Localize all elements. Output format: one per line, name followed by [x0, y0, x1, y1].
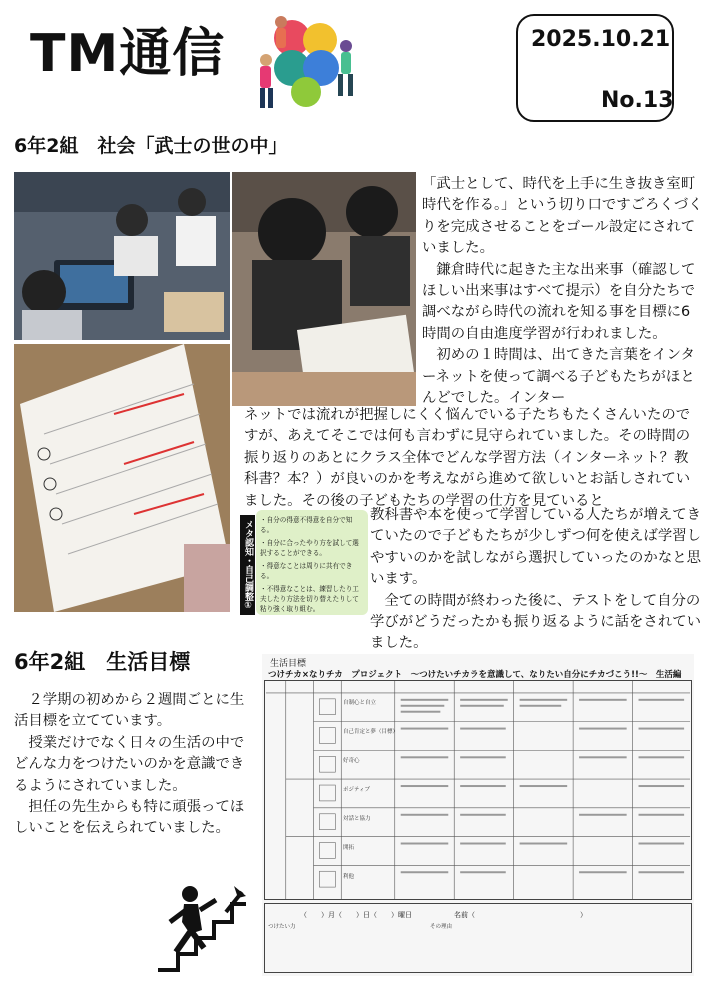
classroom-photo-tablets	[14, 172, 230, 340]
worksheet-row-label: 利他	[343, 874, 355, 880]
section-heading-social-studies: 6年2組 社会「武士の世の中」	[14, 135, 288, 157]
issue-number: No.13	[601, 88, 674, 113]
stairs-climber-icon	[156, 882, 248, 972]
worksheet-target-label: つけたい力	[268, 924, 296, 930]
worksheet-row-label: 自己肯定と夢（目標）	[343, 729, 399, 735]
worksheet-label: 生活目標	[270, 659, 307, 669]
worksheet-row-label: 開拓	[343, 845, 355, 851]
classroom-photo-writing	[232, 172, 416, 406]
newsletter-title: TM通信	[30, 24, 226, 84]
worksheet-row-label: 好奇心	[343, 758, 360, 764]
puzzle-people-illustration	[248, 8, 366, 120]
worksheet-row-label: ポジティブ	[343, 787, 371, 793]
meta-item: ・自分の得意不得意を自分で知る。	[260, 516, 353, 534]
meta-item: ・自分に合ったやり方を試して選択することができる。	[260, 539, 359, 557]
worksheet-reason-label: その理由	[430, 924, 453, 930]
issue-date: 2025.10.21	[531, 27, 671, 52]
worksheet-date-name-line: （ ）月（ ）日（ ）曜日 名前（ ）	[300, 911, 587, 919]
worksheet-row-label: 対話と協力	[343, 816, 371, 822]
worksheet-title: つけチカ×なりチカ プロジェクト ～つけたいチカラを意識して、なりたい自分にチカづこう!!～ 生活編	[268, 670, 682, 680]
life-goals-paragraph: ２学期の初めから２週間ごとに生活目標を立てています。 授業だけでなく日々の生活の中でどんな力をつけたいのかを意識できるようにされていました。 担任の先生からも特に頑張ってほしいことを伝えられていました。	[14, 692, 245, 837]
article-paragraph-3: 教科書や本を使って学習している人たちが増えてきていたので子どもたちが少しずつ何を使えば学習しやすいのかを試しながら選択していったのかなと思います。 全ての時間が終わった後に、テストをして自分の学びがどうだったかも振り返るように話をされていました。	[370, 507, 701, 652]
meta-cognition-tab: メタ認知・自己調整①	[240, 515, 255, 615]
article-paragraph-1: 「武士として、時代を上手に生き抜き室町時代を作る。」という切り口ですごろくづくりを完成させることをゴール設定にされていました。 鎌倉時代に起きた主な出来事（確認してほしい出来事はすべて提示）を自分たちで調べながら時代の流れを知る事を目標に6時間の自由進度学習が行われました。 初めの１時間は、出てきた言葉をインターネットを使って調べる子どもたちがほとんどでした。インター	[422, 176, 703, 407]
meta-item: ・不得意なことは、練習したり工夫したり方法を切り替えたりして粘り強く取り組む。	[260, 585, 359, 613]
worksheet-row-label: 自制心と自立	[343, 700, 377, 706]
worksheet-grid	[264, 680, 692, 900]
meta-item: ・得意なことは周りに共有できる。	[260, 562, 353, 580]
article-paragraph-2: ネットでは流れが把握しにくく悩んでいる子たちもたくさんいたのですが、あえてそこでは何も言わずに見守られていました。その時間の振り返りのあとにクラス全体でどんな学習方法（インターネット？教科書？本？）が良いのかを考えながら進めて欲しいとお話しされていました。その後の子どもたちの学習の仕方を見ていると	[244, 407, 691, 509]
meta-cognition-box	[256, 510, 368, 615]
worksheet-photo	[14, 344, 230, 612]
section-heading-life-goals: 6年2組 生活目標	[14, 650, 191, 674]
